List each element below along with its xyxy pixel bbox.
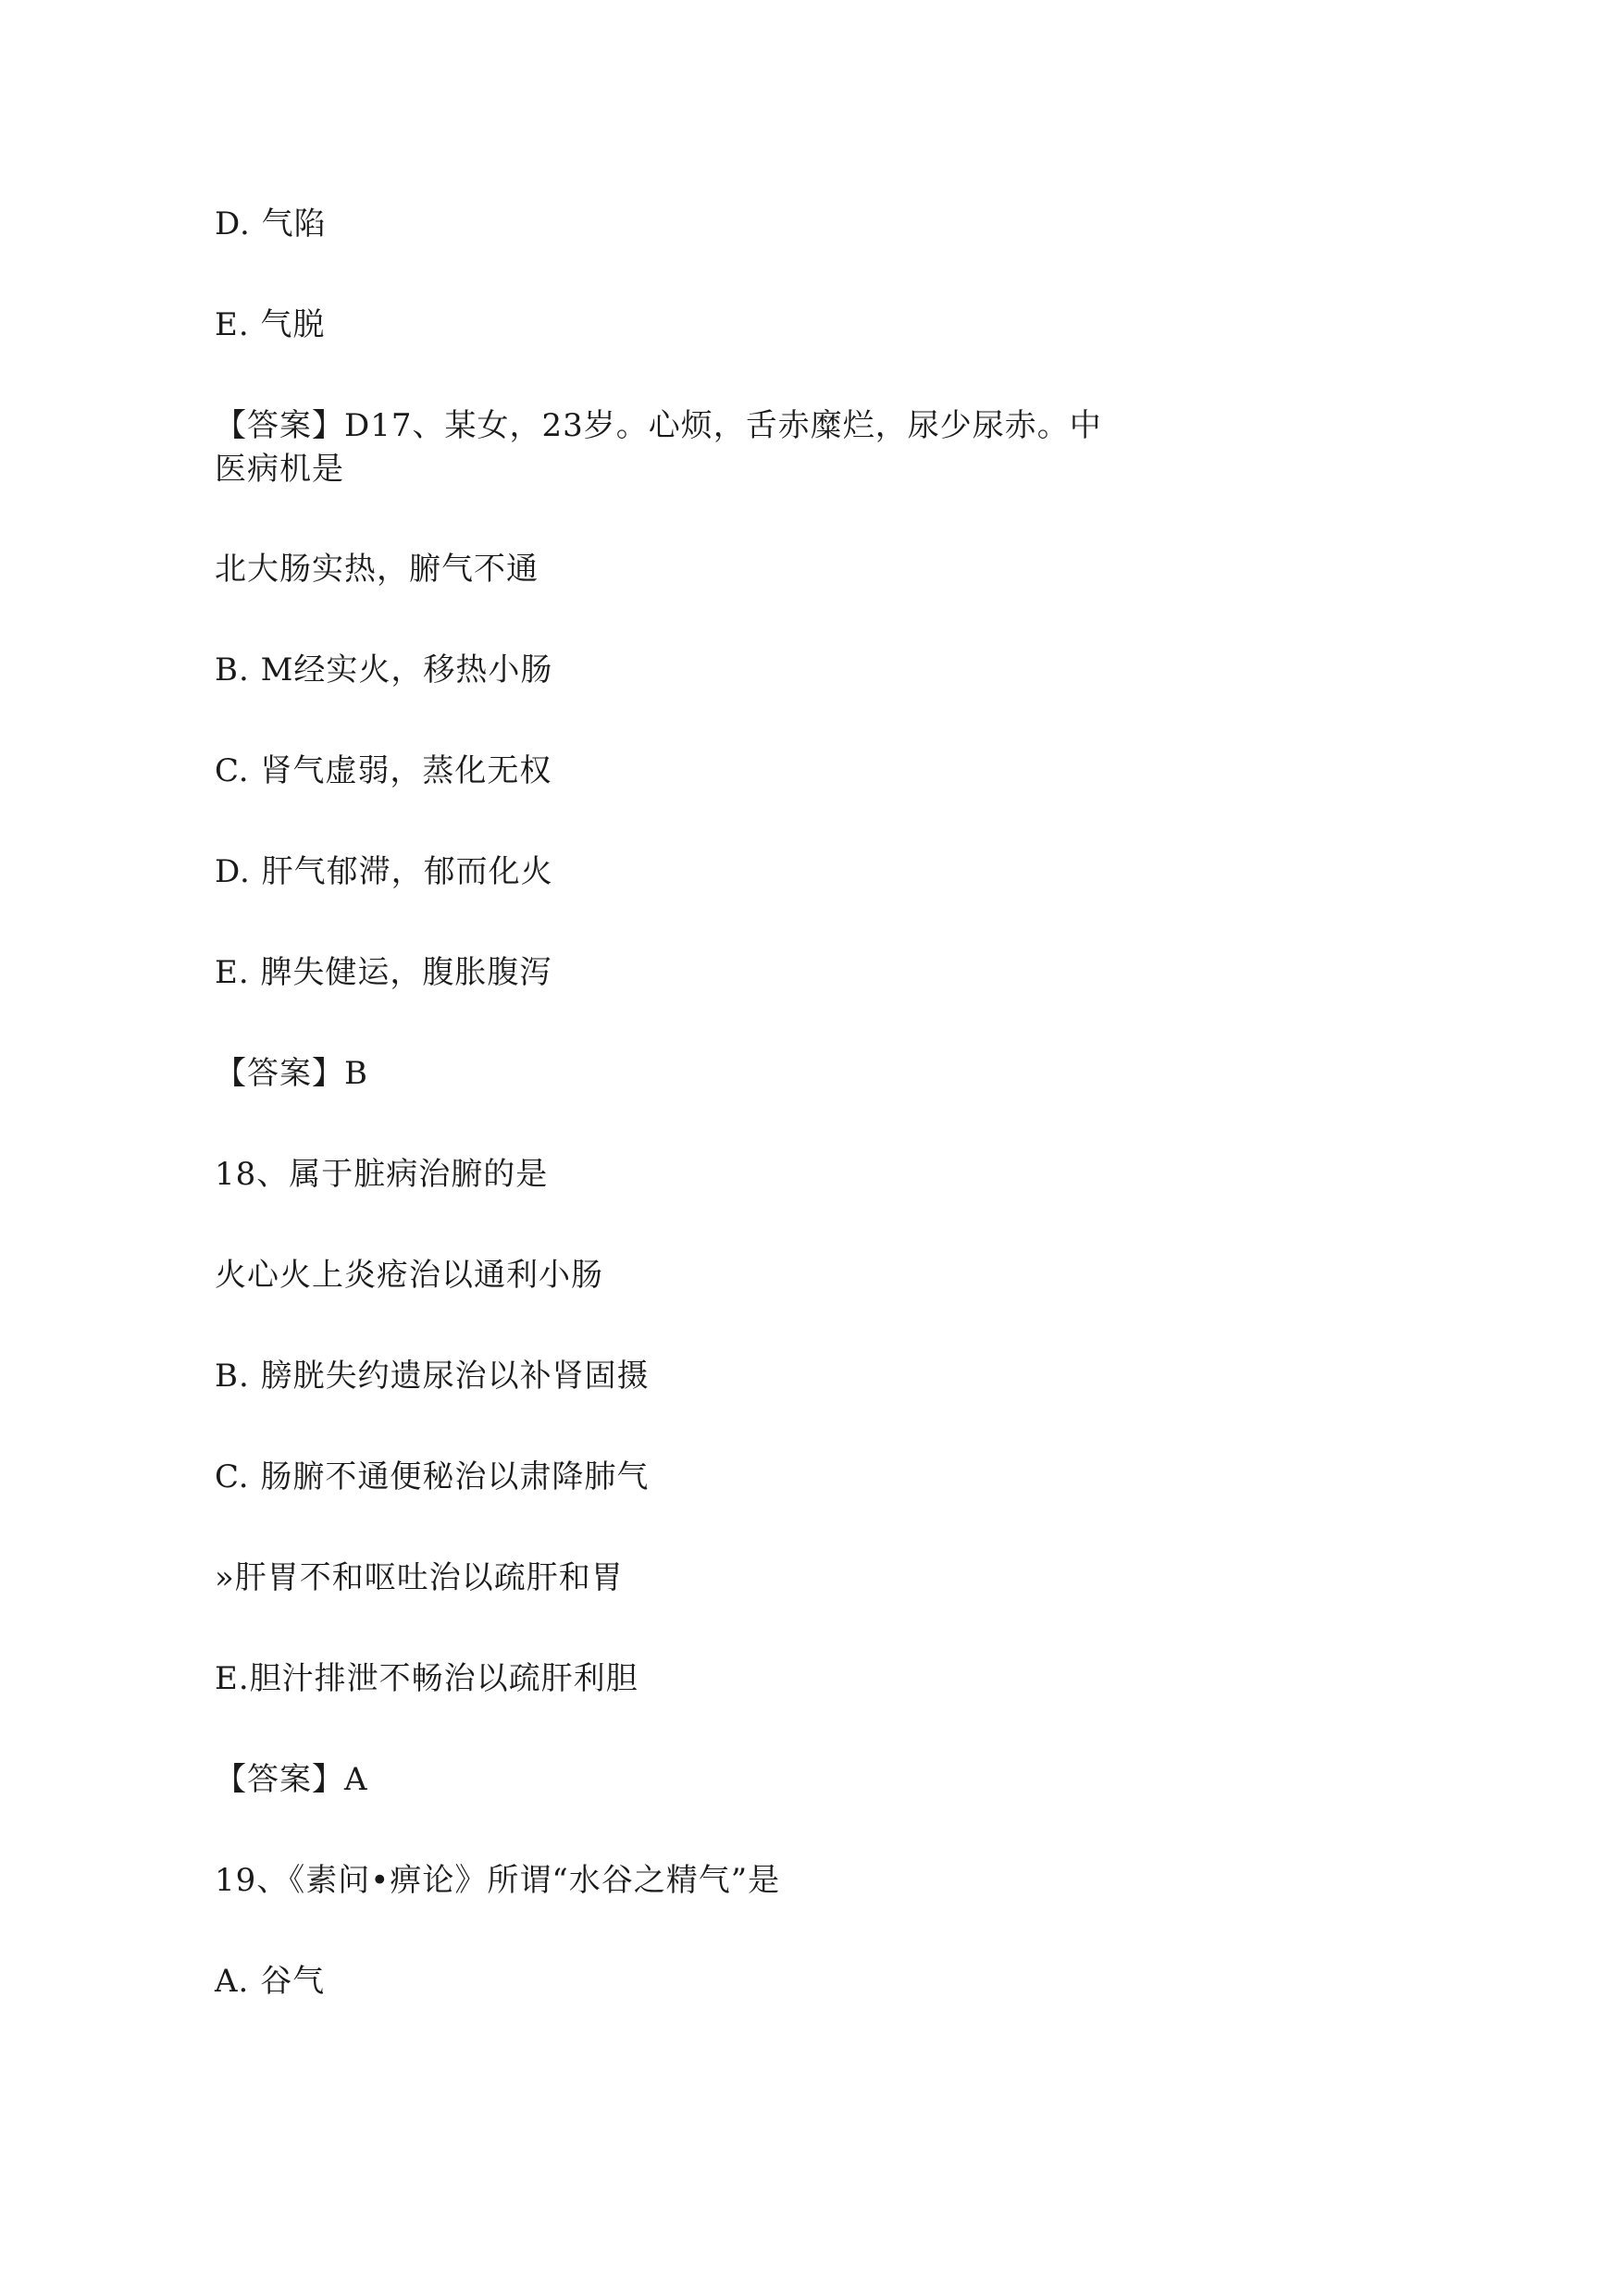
question-17-option-e: E. 脾失健运，腹胀腹泻 xyxy=(215,954,552,991)
question-18-option-c: C. 肠腑不通便秘治以肃降肺气 xyxy=(215,1458,650,1495)
question-18-option-a: 火心火上炎疮治以通利小肠 xyxy=(215,1257,603,1294)
question-17-answer: 【答案】B xyxy=(215,1055,368,1092)
question-18-option-d: »肝胃不和呕吐治以疏肝和胃 xyxy=(215,1559,624,1596)
option-d-qi-xian: D. 气陷 xyxy=(215,205,327,242)
question-19-stem: 19、《素问•痹论》所谓“水谷之精气”是 xyxy=(215,1862,781,1899)
question-17-option-b: B. M经实火，移热小肠 xyxy=(215,651,553,688)
question-18-stem: 18、属于脏病治腑的是 xyxy=(215,1156,549,1193)
question-18-option-e: E.胆汁排泄不畅治以疏肝利胆 xyxy=(215,1660,638,1697)
answer-and-question-17: 【答案】D17、某女，23岁。心烦，舌赤糜烂，尿少尿赤。中 xyxy=(215,407,1102,444)
question-17-continued: 医病机是 xyxy=(215,451,344,488)
question-19-option-a: A. 谷气 xyxy=(215,1963,326,2000)
option-e-qi-tuo: E. 气脱 xyxy=(215,306,326,343)
question-17-option-a: 北大肠实热，腑气不通 xyxy=(215,551,539,588)
question-17-option-c: C. 肾气虚弱，蒸化无权 xyxy=(215,752,552,789)
question-17-option-d: D. 肝气郁滞，郁而化火 xyxy=(215,853,553,890)
question-18-answer: 【答案】A xyxy=(215,1761,368,1798)
question-18-option-b: B. 膀胱失约遗尿治以补肾固摄 xyxy=(215,1358,650,1395)
